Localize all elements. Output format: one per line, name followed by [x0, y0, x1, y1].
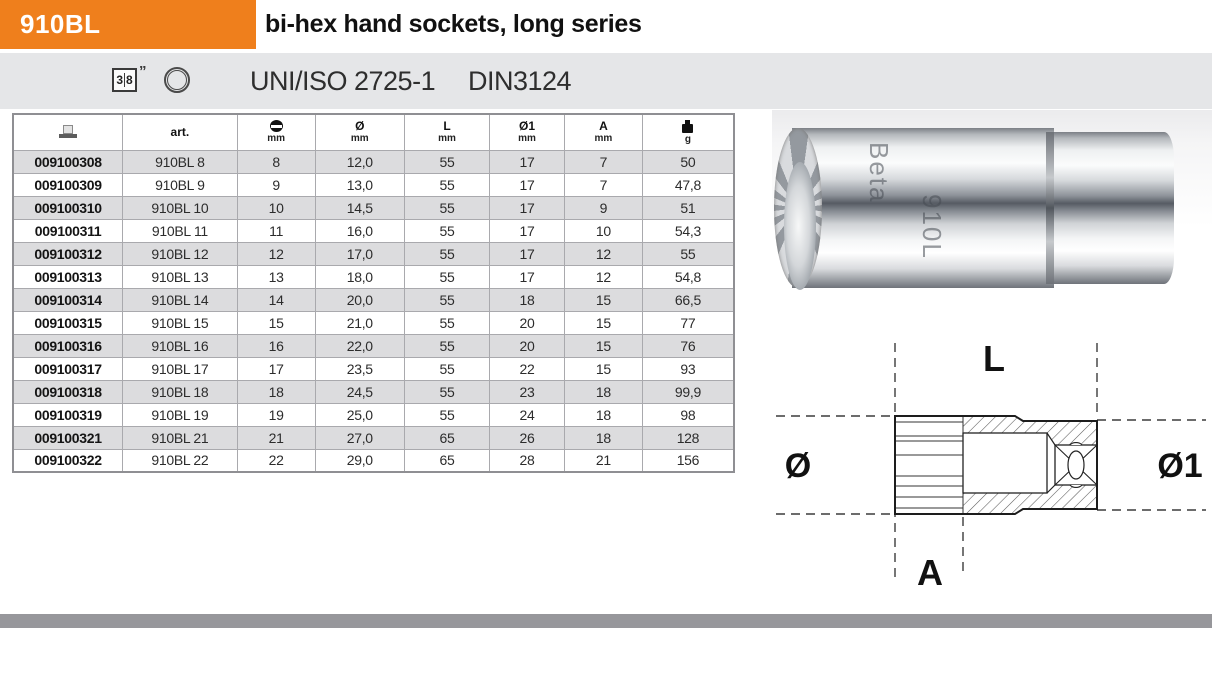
cell-hex-size: 8 [237, 150, 315, 173]
cell-diameter1: 17 [490, 265, 565, 288]
cell-diameter1: 28 [490, 449, 565, 472]
cell-article: 910BL 9 [123, 173, 238, 196]
cell-length: 55 [404, 334, 489, 357]
dim-label-diameter: Ø [784, 447, 812, 485]
cell-drive-depth: 10 [564, 219, 642, 242]
cell-length: 65 [404, 449, 489, 472]
cell-hex-size: 18 [237, 380, 315, 403]
table-row [13, 150, 734, 173]
cell-length: 55 [404, 196, 489, 219]
cell-diameter1: 17 [490, 196, 565, 219]
cell-code: 009100318 [13, 380, 123, 403]
cell-diameter: 21,0 [315, 311, 404, 334]
cell-diameter1: 17 [490, 150, 565, 173]
cell-length: 65 [404, 426, 489, 449]
cell-diameter1: 20 [490, 334, 565, 357]
cell-drive-depth: 9 [564, 196, 642, 219]
table-row [13, 242, 734, 265]
table-row [13, 311, 734, 334]
cell-diameter1: 20 [490, 311, 565, 334]
cell-diameter1: 17 [490, 173, 565, 196]
cell-hex-size: 15 [237, 311, 315, 334]
dim-label-diameter1: Ø1 [1157, 447, 1203, 485]
cell-article: 910BL 11 [123, 219, 238, 242]
cell-code: 009100308 [13, 150, 123, 173]
cell-article: 910BL 22 [123, 449, 238, 472]
cell-weight: 98 [642, 403, 734, 426]
cell-diameter1: 24 [490, 403, 565, 426]
drive-size-icon [112, 68, 137, 92]
standards-band [0, 53, 1212, 109]
col-drive-depth: A mm [564, 114, 642, 150]
cell-article: 910BL 17 [123, 357, 238, 380]
engraving-model: 910L [917, 194, 947, 260]
fraction-divider [124, 73, 125, 87]
table-row [13, 426, 734, 449]
ring-icon [164, 67, 190, 93]
cell-drive-depth: 12 [564, 265, 642, 288]
col-diameter: Ø mm [315, 114, 404, 150]
cell-hex-size: 16 [237, 334, 315, 357]
cell-hex-size: 19 [237, 403, 315, 426]
cell-weight: 93 [642, 357, 734, 380]
table-row [13, 334, 734, 357]
table-row [13, 403, 734, 426]
cell-length: 55 [404, 173, 489, 196]
cell-weight: 54,3 [642, 219, 734, 242]
cell-diameter: 16,0 [315, 219, 404, 242]
cell-hex-size: 10 [237, 196, 315, 219]
cell-diameter: 29,0 [315, 449, 404, 472]
cell-diameter1: 26 [490, 426, 565, 449]
cell-length: 55 [404, 311, 489, 334]
cell-code: 009100313 [13, 265, 123, 288]
cell-article: 910BL 16 [123, 334, 238, 357]
cell-drive-depth: 7 [564, 150, 642, 173]
cell-length: 55 [404, 150, 489, 173]
weight-icon [682, 120, 693, 133]
cell-drive-depth: 18 [564, 380, 642, 403]
cell-code: 009100316 [13, 334, 123, 357]
col-article-label: art. [170, 125, 190, 140]
col-hex-size: mm [237, 114, 315, 150]
drive-size-denominator: 8 [126, 73, 133, 87]
col-article [123, 114, 238, 150]
cell-length: 55 [404, 380, 489, 403]
cell-code: 009100319 [13, 403, 123, 426]
spec-table [12, 113, 735, 473]
cell-article: 910BL 12 [123, 242, 238, 265]
table-row [13, 288, 734, 311]
socket-drive-end [1054, 132, 1174, 284]
cell-weight: 54,8 [642, 265, 734, 288]
table-row [13, 357, 734, 380]
cell-article: 910BL 15 [123, 311, 238, 334]
table-row [13, 196, 734, 219]
cell-diameter1: 22 [490, 357, 565, 380]
cell-diameter: 24,5 [315, 380, 404, 403]
cell-diameter: 23,5 [315, 357, 404, 380]
cell-article: 910BL 10 [123, 196, 238, 219]
product-code: 910BL [20, 9, 101, 39]
cell-code: 009100312 [13, 242, 123, 265]
table-row [13, 265, 734, 288]
cell-weight: 66,5 [642, 288, 734, 311]
cell-diameter: 12,0 [315, 150, 404, 173]
cell-diameter1: 17 [490, 219, 565, 242]
cell-length: 55 [404, 219, 489, 242]
page-title: bi-hex hand sockets, long series [265, 10, 642, 38]
dim-label-drive-depth: A [917, 552, 943, 593]
standard-uni-iso: UNI/ISO 2725-1 [250, 66, 436, 96]
cell-code: 009100321 [13, 426, 123, 449]
cell-length: 55 [404, 242, 489, 265]
cell-code: 009100315 [13, 311, 123, 334]
cell-diameter: 18,0 [315, 265, 404, 288]
cell-drive-depth: 12 [564, 242, 642, 265]
cell-diameter1: 23 [490, 380, 565, 403]
cell-length: 55 [404, 265, 489, 288]
cell-drive-depth: 21 [564, 449, 642, 472]
cell-hex-size: 11 [237, 219, 315, 242]
cell-article: 910BL 19 [123, 403, 238, 426]
cell-weight: 51 [642, 196, 734, 219]
cell-length: 55 [404, 403, 489, 426]
cell-weight: 77 [642, 311, 734, 334]
cell-diameter: 14,5 [315, 196, 404, 219]
cell-length: 55 [404, 288, 489, 311]
col-code [13, 114, 123, 150]
footer-bar [0, 614, 1212, 628]
col-weight: g [642, 114, 734, 150]
drive-ball-detent [1068, 451, 1084, 479]
standard-din: DIN3124 [468, 66, 572, 96]
cell-drive-depth: 15 [564, 311, 642, 334]
cell-weight: 76 [642, 334, 734, 357]
table-row [13, 219, 734, 242]
cell-drive-depth: 15 [564, 334, 642, 357]
cell-weight: 55 [642, 242, 734, 265]
socket-opening-icon [270, 120, 283, 132]
cell-code: 009100311 [13, 219, 123, 242]
cell-diameter: 22,0 [315, 334, 404, 357]
code-stamp-icon [59, 125, 77, 138]
cell-diameter: 27,0 [315, 426, 404, 449]
product-photo [772, 110, 1212, 322]
socket-hole [784, 162, 816, 290]
cell-hex-size: 13 [237, 265, 315, 288]
table-row [13, 380, 734, 403]
cell-diameter: 20,0 [315, 288, 404, 311]
dim-label-length: L [983, 338, 1005, 379]
cell-drive-depth: 7 [564, 173, 642, 196]
cell-article: 910BL 14 [123, 288, 238, 311]
spec-table-body [13, 150, 734, 472]
cell-weight: 99,9 [642, 380, 734, 403]
cell-hex-size: 14 [237, 288, 315, 311]
cell-code: 009100314 [13, 288, 123, 311]
product-code-banner [0, 0, 256, 49]
cell-code: 009100322 [13, 449, 123, 472]
cell-drive-depth: 15 [564, 288, 642, 311]
cell-hex-size: 21 [237, 426, 315, 449]
cell-drive-depth: 18 [564, 426, 642, 449]
cell-article: 910BL 18 [123, 380, 238, 403]
col-diameter1: Ø1 mm [490, 114, 565, 150]
cell-diameter: 25,0 [315, 403, 404, 426]
cell-hex-size: 12 [237, 242, 315, 265]
inch-mark: ” [139, 63, 147, 80]
col-length: L mm [404, 114, 489, 150]
cell-weight: 50 [642, 150, 734, 173]
cell-hex-size: 17 [237, 357, 315, 380]
cell-hex-size: 22 [237, 449, 315, 472]
bihex-serration [896, 416, 963, 514]
cell-code: 009100309 [13, 173, 123, 196]
cell-diameter1: 17 [490, 242, 565, 265]
cell-article: 910BL 21 [123, 426, 238, 449]
socket-bihex-mouth [774, 128, 822, 288]
cell-length: 55 [404, 357, 489, 380]
drive-size-numerator: 3 [116, 73, 123, 87]
table-row [13, 173, 734, 196]
table-row [13, 449, 734, 472]
cell-article: 910BL 8 [123, 150, 238, 173]
cell-hex-size: 9 [237, 173, 315, 196]
table-header [13, 114, 734, 150]
cell-weight: 128 [642, 426, 734, 449]
cell-weight: 156 [642, 449, 734, 472]
cell-drive-depth: 18 [564, 403, 642, 426]
technical-drawing [770, 325, 1212, 605]
cell-code: 009100310 [13, 196, 123, 219]
cell-diameter1: 18 [490, 288, 565, 311]
cell-code: 009100317 [13, 357, 123, 380]
cell-weight: 47,8 [642, 173, 734, 196]
engraving-brand: Beta [864, 142, 894, 204]
cell-article: 910BL 13 [123, 265, 238, 288]
cell-diameter: 13,0 [315, 173, 404, 196]
cell-diameter: 17,0 [315, 242, 404, 265]
cell-drive-depth: 15 [564, 357, 642, 380]
